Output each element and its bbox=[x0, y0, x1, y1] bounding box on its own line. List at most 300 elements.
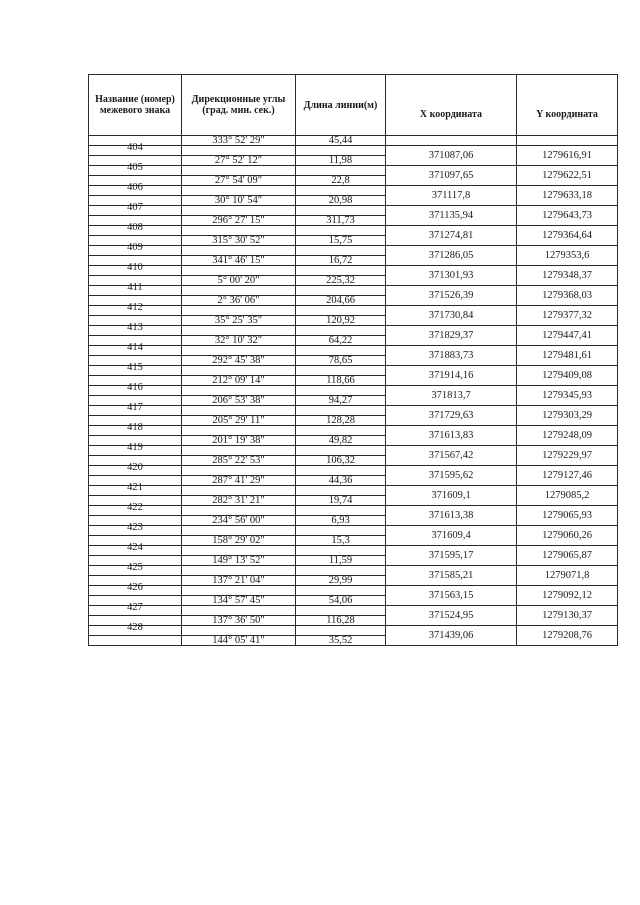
header-y: Y координата bbox=[517, 75, 618, 136]
x-cell bbox=[386, 626, 517, 642]
length-cell bbox=[296, 206, 386, 216]
x-value: 371813,7 bbox=[431, 390, 471, 402]
table-row-point bbox=[89, 266, 618, 276]
length-cell bbox=[296, 456, 386, 466]
point-name-cell bbox=[89, 502, 182, 516]
y-cell bbox=[517, 226, 618, 242]
point-name: 413 bbox=[127, 322, 143, 333]
x-cell bbox=[386, 206, 517, 222]
point-name: 405 bbox=[127, 162, 143, 173]
angle-cell bbox=[182, 486, 296, 496]
table-row-point bbox=[89, 446, 618, 456]
length-value: 44,36 bbox=[328, 475, 353, 486]
angle-value: 315° 30' 52" bbox=[212, 235, 265, 246]
point-name-cell bbox=[89, 262, 182, 276]
point-name-cell bbox=[89, 382, 182, 396]
y-cell bbox=[517, 426, 618, 442]
angle-cell bbox=[182, 446, 296, 456]
y-cell bbox=[517, 206, 618, 222]
length-cell bbox=[296, 296, 386, 306]
point-name: 420 bbox=[127, 462, 143, 473]
angle-cell bbox=[182, 586, 296, 596]
length-cell bbox=[296, 556, 386, 566]
length-cell bbox=[296, 396, 386, 406]
y-cell bbox=[517, 506, 618, 522]
x-cell bbox=[386, 406, 517, 422]
length-value: 29,99 bbox=[328, 575, 353, 586]
y-cell bbox=[517, 246, 618, 262]
length-cell bbox=[296, 506, 386, 516]
y-cell bbox=[517, 486, 618, 502]
header-x: X координата bbox=[386, 75, 517, 136]
point-name: 411 bbox=[127, 282, 143, 293]
table-row-point bbox=[89, 586, 618, 596]
length-cell bbox=[296, 636, 386, 646]
x-cell bbox=[386, 226, 517, 242]
point-name-cell bbox=[89, 362, 182, 376]
length-cell bbox=[296, 156, 386, 166]
angle-value: 30° 10' 54" bbox=[214, 195, 263, 206]
y-value: 1279348,37 bbox=[542, 270, 592, 282]
angle-value: 296° 27' 15" bbox=[212, 215, 265, 226]
length-cell bbox=[296, 176, 386, 186]
y-value: 1279065,93 bbox=[542, 510, 592, 522]
length-value: 16,72 bbox=[328, 255, 353, 266]
table-row-point bbox=[89, 366, 618, 376]
length-cell bbox=[296, 356, 386, 366]
table-row-point bbox=[89, 566, 618, 576]
point-name-cell bbox=[89, 602, 182, 616]
point-name-cell bbox=[89, 342, 182, 356]
point-name-cell bbox=[89, 402, 182, 416]
y-value: 1279633,18 bbox=[542, 190, 592, 202]
x-value: 371117,8 bbox=[431, 190, 471, 202]
point-name: 407 bbox=[127, 202, 143, 213]
angle-cell bbox=[182, 626, 296, 636]
y-value: 1279208,76 bbox=[542, 630, 592, 642]
angle-cell bbox=[182, 146, 296, 156]
length-value: 94,27 bbox=[328, 395, 353, 406]
point-name-cell bbox=[89, 322, 182, 336]
point-name: 426 bbox=[127, 582, 143, 593]
angle-value: 27° 54' 09" bbox=[214, 175, 263, 186]
table-row-point bbox=[89, 386, 618, 396]
angle-cell bbox=[182, 596, 296, 606]
angle-value: 149° 13' 52" bbox=[212, 555, 265, 566]
name-cell bbox=[89, 636, 182, 646]
x-cell bbox=[386, 486, 517, 502]
length-value: 22,8 bbox=[331, 175, 350, 186]
x-value: 371883,73 bbox=[428, 350, 474, 362]
x-cell bbox=[386, 586, 517, 602]
angle-cell bbox=[182, 286, 296, 296]
angle-cell bbox=[182, 326, 296, 336]
angle-cell bbox=[182, 246, 296, 256]
length-cell bbox=[296, 596, 386, 606]
point-name-cell bbox=[89, 622, 182, 636]
angle-cell bbox=[182, 196, 296, 206]
y-cell bbox=[517, 526, 618, 542]
angle-cell bbox=[182, 216, 296, 226]
y-value: 1279071,8 bbox=[544, 570, 590, 582]
angle-cell bbox=[182, 236, 296, 246]
point-name-cell bbox=[89, 202, 182, 216]
point-name: 421 bbox=[127, 482, 143, 493]
length-value: 15,3 bbox=[331, 535, 350, 546]
length-cell bbox=[296, 466, 386, 476]
length-cell bbox=[296, 516, 386, 526]
length-value: 19,74 bbox=[328, 495, 353, 506]
angle-cell bbox=[182, 186, 296, 196]
y-cell bbox=[517, 146, 618, 162]
point-name: 419 bbox=[127, 442, 143, 453]
point-name: 408 bbox=[127, 222, 143, 233]
length-cell bbox=[296, 146, 386, 156]
length-value: 204,66 bbox=[326, 295, 355, 306]
angle-cell bbox=[182, 516, 296, 526]
y-value: 1279060,26 bbox=[542, 530, 592, 542]
length-cell bbox=[296, 566, 386, 576]
table-body bbox=[89, 136, 618, 646]
y-cell bbox=[517, 166, 618, 182]
y-cell bbox=[517, 386, 618, 402]
length-cell bbox=[296, 436, 386, 446]
angle-cell bbox=[182, 256, 296, 266]
point-name-cell bbox=[89, 542, 182, 556]
table-header-row bbox=[89, 75, 618, 136]
y-value: 1279616,91 bbox=[542, 150, 592, 162]
angle-cell bbox=[182, 346, 296, 356]
x-value: 371439,06 bbox=[428, 630, 474, 642]
x-cell bbox=[386, 446, 517, 462]
boundary-coordinates-table bbox=[88, 74, 618, 646]
table-row-point bbox=[89, 626, 618, 636]
angle-cell bbox=[182, 136, 296, 146]
y-cell bbox=[517, 466, 618, 482]
x-cell bbox=[386, 506, 517, 522]
y-value: 1279353,6 bbox=[544, 250, 590, 262]
angle-cell bbox=[182, 396, 296, 406]
length-value: 311,73 bbox=[326, 215, 355, 226]
length-value: 78,65 bbox=[328, 355, 353, 366]
angle-cell bbox=[182, 536, 296, 546]
length-cell bbox=[296, 366, 386, 376]
point-name-cell bbox=[89, 422, 182, 436]
angle-cell bbox=[182, 336, 296, 346]
y-cell bbox=[517, 286, 618, 302]
angle-cell bbox=[182, 226, 296, 236]
angle-cell bbox=[182, 506, 296, 516]
length-value: 15,75 bbox=[328, 235, 353, 246]
x-value: 371829,37 bbox=[428, 330, 474, 342]
length-cell bbox=[296, 606, 386, 616]
x-cell bbox=[386, 346, 517, 362]
length-cell bbox=[296, 196, 386, 206]
length-value: 11,59 bbox=[328, 555, 353, 566]
angle-cell bbox=[182, 606, 296, 616]
x-value: 371595,17 bbox=[428, 550, 474, 562]
y-value: 1279409,08 bbox=[542, 370, 592, 382]
x-cell bbox=[386, 246, 517, 262]
x-cell bbox=[386, 546, 517, 562]
y-cell bbox=[517, 326, 618, 342]
table-row-point bbox=[89, 466, 618, 476]
y-value: 1279092,12 bbox=[542, 590, 592, 602]
y-value: 1279130,37 bbox=[542, 610, 592, 622]
angle-value: 137° 21' 04" bbox=[212, 575, 265, 586]
angle-cell bbox=[182, 456, 296, 466]
length-cell bbox=[296, 386, 386, 396]
length-cell bbox=[296, 286, 386, 296]
x-value: 371613,38 bbox=[428, 510, 474, 522]
x-cell bbox=[386, 266, 517, 282]
angle-value: 292° 45' 38" bbox=[212, 355, 265, 366]
length-cell bbox=[296, 346, 386, 356]
y-value: 1279065,87 bbox=[542, 550, 592, 562]
point-name-cell bbox=[89, 182, 182, 196]
angle-cell bbox=[182, 436, 296, 446]
x-value: 371914,16 bbox=[428, 370, 474, 382]
x-value: 371286,05 bbox=[428, 250, 474, 262]
length-cell bbox=[296, 536, 386, 546]
angle-cell bbox=[182, 266, 296, 276]
header-angle: Дирекционные углы (град. мин. сек.) bbox=[182, 75, 296, 136]
angle-cell bbox=[182, 176, 296, 186]
point-name-cell bbox=[89, 562, 182, 576]
point-name-cell bbox=[89, 142, 182, 156]
y-cell bbox=[517, 606, 618, 622]
y-cell bbox=[517, 566, 618, 582]
angle-cell bbox=[182, 296, 296, 306]
header-name: Название (номер) межевого знака bbox=[89, 75, 182, 136]
x-cell bbox=[386, 426, 517, 442]
length-cell bbox=[296, 476, 386, 486]
x-value: 371524,95 bbox=[428, 610, 474, 622]
length-value: 45,44 bbox=[328, 135, 353, 146]
angle-cell bbox=[182, 616, 296, 626]
angle-cell bbox=[182, 356, 296, 366]
table-row-point bbox=[89, 546, 618, 556]
x-value: 371526,39 bbox=[428, 290, 474, 302]
angle-cell bbox=[182, 426, 296, 436]
point-name: 423 bbox=[127, 522, 143, 533]
table-row-point bbox=[89, 286, 618, 296]
x-cell bbox=[386, 146, 517, 162]
length-value: 35,52 bbox=[328, 635, 353, 646]
table-row-point bbox=[89, 246, 618, 256]
y-cell bbox=[517, 406, 618, 422]
y-value: 1279085,2 bbox=[544, 490, 590, 502]
point-name: 409 bbox=[127, 242, 143, 253]
x-cell bbox=[386, 606, 517, 622]
angle-cell bbox=[182, 556, 296, 566]
angle-cell bbox=[182, 276, 296, 286]
x-cell bbox=[386, 186, 517, 202]
table-row-point bbox=[89, 486, 618, 496]
point-name: 415 bbox=[127, 362, 143, 373]
point-name: 427 bbox=[127, 602, 143, 613]
point-name-cell bbox=[89, 302, 182, 316]
length-cell bbox=[296, 306, 386, 316]
y-cell bbox=[517, 346, 618, 362]
angle-value: 287° 41' 29" bbox=[212, 475, 265, 486]
table-row-point bbox=[89, 426, 618, 436]
point-name: 418 bbox=[127, 422, 143, 433]
y-cell bbox=[517, 186, 618, 202]
point-name-cell bbox=[89, 282, 182, 296]
point-name: 404 bbox=[127, 142, 143, 153]
x-value: 371730,84 bbox=[428, 310, 474, 322]
angle-cell bbox=[182, 206, 296, 216]
length-cell bbox=[296, 376, 386, 386]
length-cell bbox=[296, 186, 386, 196]
length-cell bbox=[296, 246, 386, 256]
length-value: 11,98 bbox=[328, 155, 353, 166]
table-row-point bbox=[89, 206, 618, 216]
angle-cell bbox=[182, 476, 296, 486]
table-row-point bbox=[89, 146, 618, 156]
x-value: 371595,62 bbox=[428, 470, 474, 482]
x-value: 371613,83 bbox=[428, 430, 474, 442]
x-cell bbox=[386, 386, 517, 402]
y-cell bbox=[517, 306, 618, 322]
y-cell bbox=[517, 266, 618, 282]
x-cell bbox=[386, 326, 517, 342]
table-row-point bbox=[89, 226, 618, 236]
angle-cell bbox=[182, 496, 296, 506]
length-value: 128,28 bbox=[326, 415, 355, 426]
point-name-cell bbox=[89, 582, 182, 596]
length-cell bbox=[296, 426, 386, 436]
angle-value: 212° 09' 14" bbox=[212, 375, 265, 386]
angle-cell bbox=[182, 526, 296, 536]
length-cell bbox=[296, 136, 386, 146]
length-cell bbox=[296, 336, 386, 346]
y-value: 1279377,32 bbox=[542, 310, 592, 322]
length-cell bbox=[296, 446, 386, 456]
y-value: 1279447,41 bbox=[542, 330, 592, 342]
angle-value: 158° 29' 02" bbox=[212, 535, 265, 546]
angle-cell bbox=[182, 306, 296, 316]
angle-cell bbox=[182, 546, 296, 556]
y-value: 1279481,61 bbox=[542, 350, 592, 362]
angle-value: 206° 53' 38" bbox=[212, 395, 265, 406]
angle-value: 341° 46' 15" bbox=[212, 255, 265, 266]
angle-value: 333° 52' 29" bbox=[212, 135, 265, 146]
point-name: 417 bbox=[127, 402, 143, 413]
angle-cell bbox=[182, 416, 296, 426]
angle-cell bbox=[182, 636, 296, 646]
length-value: 64,22 bbox=[328, 335, 353, 346]
angle-cell bbox=[182, 316, 296, 326]
table-row-point bbox=[89, 346, 618, 356]
x-value: 371567,42 bbox=[428, 450, 474, 462]
x-cell bbox=[386, 306, 517, 322]
x-cell bbox=[386, 136, 517, 146]
length-cell bbox=[296, 496, 386, 506]
angle-cell bbox=[182, 366, 296, 376]
y-value: 1279643,73 bbox=[542, 210, 592, 222]
angle-value: 32° 10' 32" bbox=[214, 335, 263, 346]
length-value: 116,28 bbox=[326, 615, 355, 626]
length-cell bbox=[296, 626, 386, 636]
angle-cell bbox=[182, 156, 296, 166]
table-row-point bbox=[89, 186, 618, 196]
angle-cell bbox=[182, 576, 296, 586]
x-value: 371097,65 bbox=[428, 170, 474, 182]
angle-cell bbox=[182, 466, 296, 476]
length-value: 6,93 bbox=[331, 515, 350, 526]
table-row-point bbox=[89, 326, 618, 336]
angle-cell bbox=[182, 386, 296, 396]
length-cell bbox=[296, 486, 386, 496]
length-cell bbox=[296, 236, 386, 246]
point-name: 416 bbox=[127, 382, 143, 393]
y-value: 1279127,46 bbox=[542, 470, 592, 482]
point-name-cell bbox=[89, 482, 182, 496]
x-value: 371135,94 bbox=[428, 210, 474, 222]
y-value: 1279345,93 bbox=[542, 390, 592, 402]
document-sheet bbox=[88, 74, 612, 646]
angle-value: 35° 25' 35" bbox=[214, 315, 263, 326]
point-name: 424 bbox=[127, 542, 143, 553]
length-cell bbox=[296, 266, 386, 276]
y-value: 1279229,97 bbox=[542, 450, 592, 462]
header-length: Длина линии(м) bbox=[296, 75, 386, 136]
angle-value: 137° 36' 50" bbox=[212, 615, 265, 626]
angle-value: 201° 19' 38" bbox=[212, 435, 265, 446]
table-row-point bbox=[89, 506, 618, 516]
angle-cell bbox=[182, 376, 296, 386]
length-value: 120,92 bbox=[326, 315, 355, 326]
point-name-cell bbox=[89, 162, 182, 176]
length-value: 225,32 bbox=[326, 275, 355, 286]
x-value: 371609,1 bbox=[431, 490, 471, 502]
angle-value: 5° 00' 20" bbox=[217, 275, 260, 286]
x-value: 371563,15 bbox=[428, 590, 474, 602]
angle-value: 2° 36' 06" bbox=[217, 295, 260, 306]
y-cell bbox=[517, 446, 618, 462]
point-name-cell bbox=[89, 462, 182, 476]
table-row-point bbox=[89, 526, 618, 536]
x-cell bbox=[386, 366, 517, 382]
x-value: 371274,81 bbox=[428, 230, 474, 242]
length-cell bbox=[296, 316, 386, 326]
y-value: 1279622,51 bbox=[542, 170, 592, 182]
y-value: 1279368,03 bbox=[542, 290, 592, 302]
length-cell bbox=[296, 576, 386, 586]
point-name-cell bbox=[89, 522, 182, 536]
point-name: 428 bbox=[127, 622, 143, 633]
length-cell bbox=[296, 326, 386, 336]
angle-value: 134° 57' 45" bbox=[212, 595, 265, 606]
angle-cell bbox=[182, 406, 296, 416]
point-name-cell bbox=[89, 242, 182, 256]
angle-value: 27° 52' 12" bbox=[214, 155, 263, 166]
point-name: 406 bbox=[127, 182, 143, 193]
table-row-point bbox=[89, 406, 618, 416]
point-name: 412 bbox=[127, 302, 143, 313]
length-cell bbox=[296, 616, 386, 626]
x-cell bbox=[386, 166, 517, 182]
length-cell bbox=[296, 226, 386, 236]
angle-cell bbox=[182, 166, 296, 176]
x-value: 371609,4 bbox=[431, 530, 471, 542]
x-cell bbox=[386, 466, 517, 482]
table-row-point bbox=[89, 606, 618, 616]
angle-value: 234° 56' 00" bbox=[212, 515, 265, 526]
point-name: 414 bbox=[127, 342, 143, 353]
